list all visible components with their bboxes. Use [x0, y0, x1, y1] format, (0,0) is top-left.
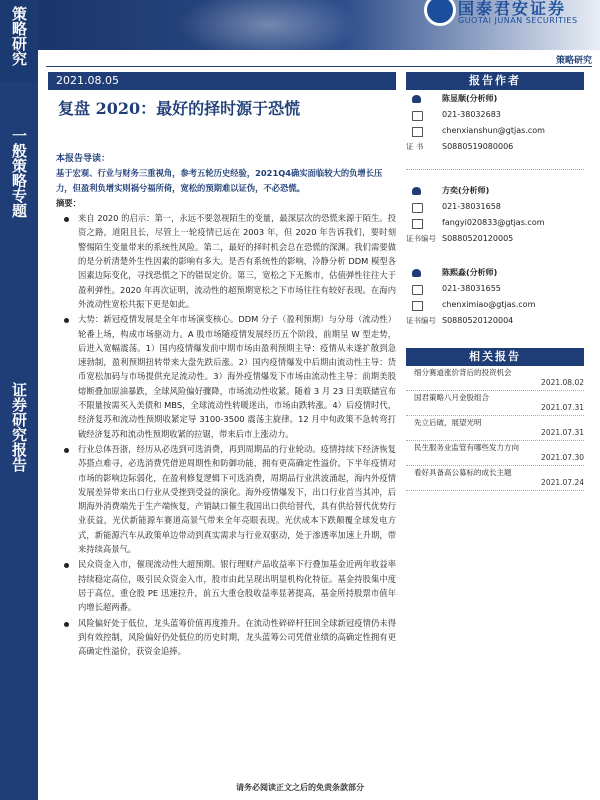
sidebar-bottom-label: 证券研究报告	[10, 382, 28, 472]
bullet-dot	[64, 622, 69, 627]
bullet-dot	[64, 563, 69, 568]
report-category: 策略研究	[555, 56, 592, 66]
summary-bullet: 风险偏好处于低位，龙头蓝筹价值再度推升。在流动性碎碎杆狂回全球新冠疫情仍未得到有效控制，风险偏好仍处低位的历史时期，龙头蓝筹公司凭借业绩的高确定性拥有更高确定性溢价，获资金追捧。	[50, 616, 396, 659]
author-phone: 021-38031658	[442, 202, 501, 211]
mail-icon	[412, 219, 423, 229]
summary-bullet: 大势：新冠疫情发展是全年市场演变核心。DDM 分子（盈利预期）与分母（流动性）轮番上场，构成市场驱动力。A 股市场随疫情发展经历五个阶段，前期呈 W 型走势，后进入宽幅震荡。1）国内疫情爆发前中期市场由盈利预期主导：疫情从未遂扩散到急速勃制，盈利预期扭转带来大盘先跌后涨。2）国内疫情爆发中后期由流动性主导：货币宽松加码与市场提供充足流动性。3）海外疫情爆发下市场由流动性主导：前期美股熔断叠加原油暴跌，全球风险偏好骤降，市场流动性收紧。随着 3 月 23 日美联储宣布不限量按需买入美债和 MBS，全球流动性转暖迷出，市场由跌转涨。4）后疫情时代，经济复苏和流动性预期收紧定导 3100-3500 震荡主旋律。12 月中旬政策不急转弯打破经济复苏和流动性预期收紧的拉锯，带来后市上涨动力。	[50, 312, 396, 441]
person-icon	[412, 269, 421, 277]
person-icon	[412, 95, 421, 103]
report-date: 2021.08.05	[48, 72, 396, 90]
right-column	[406, 72, 584, 491]
bullet-dot	[64, 448, 69, 453]
author-email: chenximiao@gtjas.com	[442, 300, 536, 309]
summary-label: 摘要：	[56, 197, 81, 208]
guide-text: 基于宏观、行业与财务三重视角，参考五轮历史经验，2021Q4确实面临较大的负增长压力，但盈利负增实则祸兮福所倚，宽松的预期难以证伪，不必恐慌。	[56, 168, 383, 193]
page-header	[38, 0, 600, 50]
cert-label: 证 书	[406, 142, 424, 151]
bullet-dot	[64, 217, 69, 222]
cert-label: 证书编号	[406, 316, 436, 325]
left-sidebar	[0, 0, 38, 800]
author-name: 方奕(分析师)	[442, 186, 490, 195]
author-name: 陈显顺(分析师)	[442, 94, 498, 103]
author-phone: 021-38032683	[442, 110, 501, 119]
guide-label: 本报告导读：	[56, 154, 111, 164]
bullet-dot	[64, 318, 69, 323]
author-email: chenxianshun@gtjas.com	[442, 126, 545, 135]
author-card	[406, 170, 584, 250]
author-card	[406, 90, 584, 170]
mail-icon	[412, 127, 423, 137]
summary-bullet: 行业总体吾浙，经历从必选到可选消费，再到周期品的行业轮动。疫情持续下经济恢复苏搭点难寻，必选消费凭借逆周期性和防御功能，拥有更高确定性溢价。下半年疫情对市场的影响边际弱化，在盈利修复逻辑下可选消费，周期品行业洪波涌起，海内外疫情发展差异带来出口行业从受挫到受益的演化。海外疫情爆发下，出口行业首当其冲，后期海外消费端先于生产端恢复，产销缺口催生我国出口供给替代，具有供给替代优势行业获益，光伏新能源车赛道高景气带来全年亮眼表现。光伏成本下跌颠覆全球发电方式，新能源汽车从政策单边带动到真实需求与行业双驱动，处于渗透率加速上升期，带来持续高景气。	[50, 442, 396, 556]
person-icon	[412, 187, 421, 195]
related-report[interactable]: 国君策略八月金股组合 2021.07.31	[406, 391, 584, 416]
author-cert: S0880519080006	[442, 142, 514, 151]
sidebar-mid-label: 一般策略专题	[10, 128, 28, 218]
cert-label: 证书编号	[406, 234, 436, 243]
header-decoration	[178, 0, 358, 50]
header-rule	[46, 66, 592, 67]
related-report[interactable]: 民生服务业监管有哪些发力方向 2021.07.30	[406, 441, 584, 466]
related-reports-header: 相关报告	[406, 348, 584, 366]
report-title: 复盘 2020：最好的择时源于恐慌	[58, 99, 301, 118]
sidebar-top-label: 策略研究	[0, 0, 38, 82]
phone-icon	[412, 111, 423, 121]
summary-bullet: 民众资金入市，催现流动性大超预期。银行理财产品收益率下行叠加基金近两年收益率持续稳定高位，吸引民众资金入市，股市由此呈现出明显机构化特征。基金持股集中度居于高位，重仓股 PE 迅速拉升，前五大重仓股收益率显著提高，基金所持股票市值年内增长超两番。	[50, 557, 396, 614]
phone-icon	[412, 203, 423, 213]
related-report[interactable]: 细分赛道涨价背后的投资机会 2021.08.02	[406, 366, 584, 391]
authors-header: 报告作者	[406, 72, 584, 90]
company-logo: 国泰君安证券 GUOTAI JUNAN SECURITIES	[424, 0, 594, 34]
author-phone: 021-38031655	[442, 284, 501, 293]
author-card	[406, 250, 584, 342]
phone-icon	[412, 285, 423, 295]
related-report[interactable]: 看好具备高公募标的成长主题 2021.07.24	[406, 466, 584, 491]
author-email: fangyi020833@gtjas.com	[442, 218, 545, 227]
logo-icon	[424, 0, 456, 26]
author-cert: S0880520120004	[442, 316, 514, 325]
disclaimer-footer: 请务必阅读正文之后的免责条款部分	[236, 783, 364, 792]
author-name: 陈熙淼(分析师)	[442, 268, 498, 277]
main-content	[50, 152, 396, 658]
mail-icon	[412, 301, 423, 311]
summary-bullet: 来自 2020 的启示：第一，永远不要忽视陌生的变量，最深层次的恐慌来源于陌生。投资之路，道阻且长，尽管上一轮疫情已远在 2003 年，但 2020 年告诉我们，要时刻警惕陌生变量带来的系统性风险。第二，最好的择时机会总在恐慌的深渊。我们需要做的是分析清楚外生性因素的影响有多大。是否有系统性的影响，冷静分析 DDM 模型各因素边际变化，寻找恐慌之下的错误定价。第三，宽松之下无熊市，估值弹性往往大于盈利弹性。2020 年再次证明，流动性的超预期宽松之下市场往往有较好表现。在海内外流动性宽松共振下更是如此。	[50, 211, 396, 311]
author-cert: S0880520120005	[442, 234, 514, 243]
related-report[interactable]: 先立后破，展望光明 2021.07.31	[406, 416, 584, 441]
